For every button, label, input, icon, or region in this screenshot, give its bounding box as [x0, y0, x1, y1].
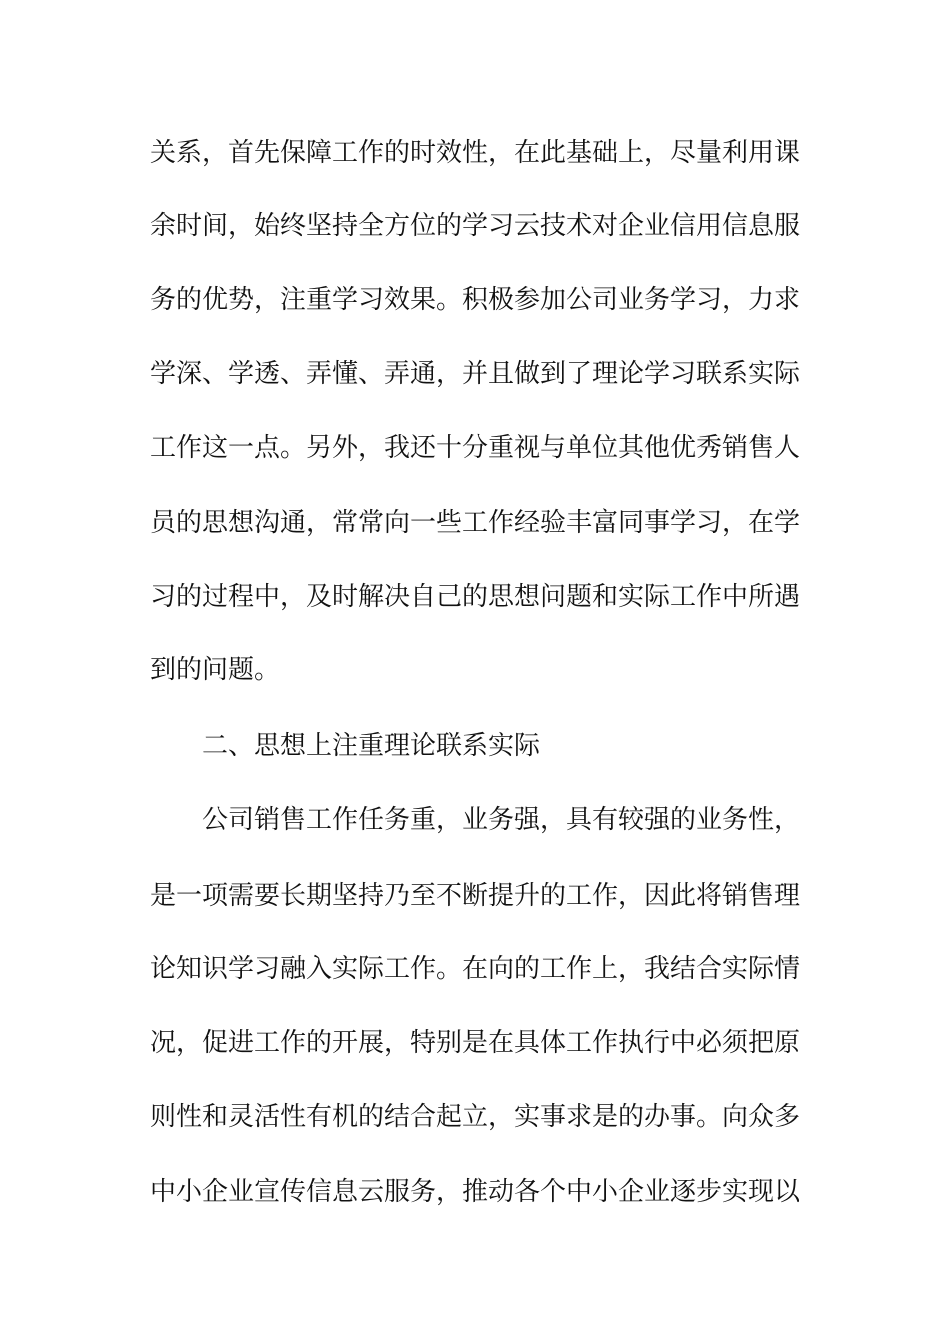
paragraph-line: 则性和灵活性有机的结合起立，实事求是的办事。向众多 [150, 1102, 801, 1132]
paragraph-line: 习的过程中，及时解决自己的思想问题和实际工作中所遇 [150, 582, 801, 612]
paragraph-line: 到的问题。 [150, 655, 281, 685]
paragraph-line: 务的优势，注重学习效果。积极参加公司业务学习，力求 [150, 285, 801, 315]
paragraph-line: 中小企业宣传信息云服务，推动各个中小企业逐步实现以 [150, 1177, 801, 1207]
paragraph-line: 是一项需要长期坚持乃至不断提升的工作，因此将销售理 [150, 881, 801, 911]
paragraph-line: 论知识学习融入实际工作。在向的工作上，我结合实际情 [150, 954, 801, 984]
paragraph-line: 学深、学透、弄懂、弄通，并且做到了理论学习联系实际 [150, 359, 801, 389]
paragraph-first-line: 公司销售工作任务重，业务强，具有较强的业务性， [202, 805, 801, 835]
paragraph-line: 关系，首先保障工作的时效性，在此基础上，尽量利用课 [150, 138, 801, 168]
paragraph-line: 余时间，始终坚持全方位的学习云技术对企业信用信息服 [150, 211, 801, 241]
paragraph-line: 况，促进工作的开展，特别是在具体工作执行中必须把原 [150, 1028, 801, 1058]
paragraph-line: 员的思想沟通，常常向一些工作经验丰富同事学习，在学 [150, 508, 801, 538]
paragraph-line: 工作这一点。另外，我还十分重视与单位其他优秀销售人 [150, 433, 801, 463]
section-heading: 二、思想上注重理论联系实际 [202, 731, 541, 761]
